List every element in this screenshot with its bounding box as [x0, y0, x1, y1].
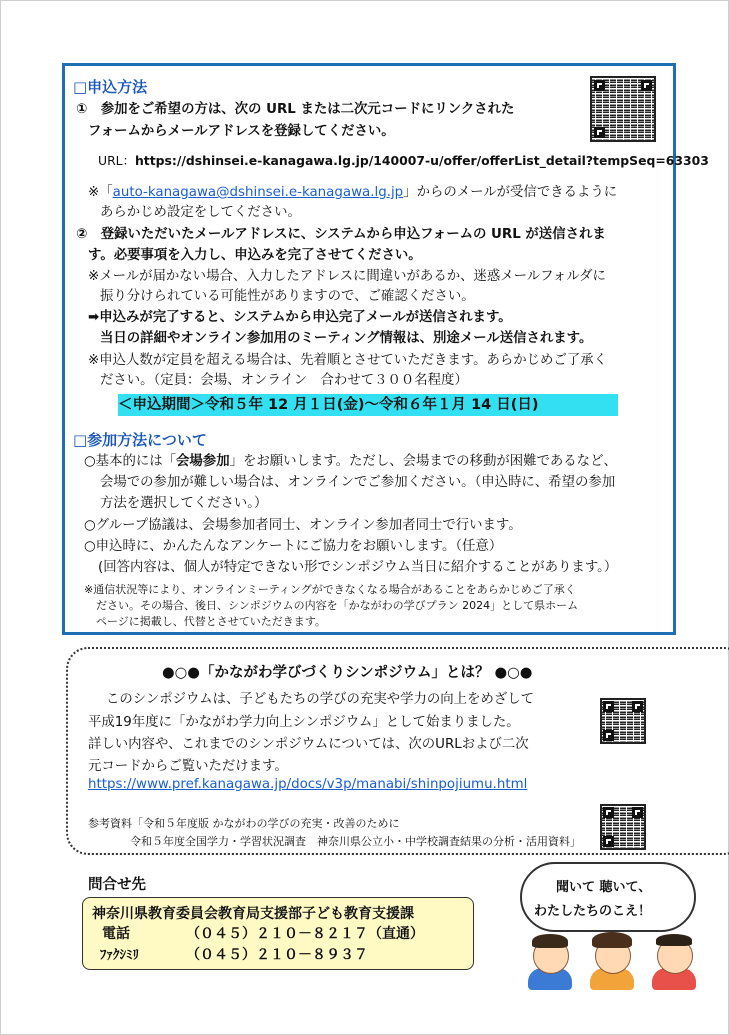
url-label: URL： — [98, 153, 135, 168]
about-title: ●○●「かながわ学びづくりシンポジウム」とは？ ●○● — [162, 665, 533, 681]
item1-suffix: 」をお願いします。ただし、会場までの移動が困難であるなど、 — [229, 454, 617, 469]
step1-line2: フォームからメールアドレスを登録してください。 — [88, 124, 395, 139]
complete-line1: ➡申込みが完了すると、システムから申込完了メールが送信されます。 — [88, 310, 512, 325]
capacity-note-line2: ださい。（定員：会場、オンライン 合わせて３００名程度） — [100, 373, 468, 388]
item1-prefix: ○基本的には「 — [84, 454, 177, 469]
participation-title: □参加方法について — [73, 431, 207, 449]
about-line1: このシンポジウムは、子どもたちの学びの充実や学力の向上をめざして — [106, 692, 535, 707]
step2-line2: す。必要事項を入力し、申込みを完了させてください。 — [88, 248, 422, 263]
fax-number: （０４５）２１０－８９３７ — [186, 947, 368, 963]
speech-line2: わたしたちのこえ！ — [534, 904, 652, 919]
reference-line2: 令和５年度全国学力・学習状況調査 神奈川県公立小・中学校調査結果の分析・活用資料」 — [130, 835, 581, 848]
about-line2: 平成19年度に「かながわ学力向上シンポジウム」として始まりました。 — [88, 715, 520, 730]
step2-line1: ② 登録いただいたメールアドレスに、システムから申込フォームの URL が送信されま — [76, 227, 606, 242]
item1-bold: 会場参加 — [176, 454, 230, 469]
network-note-line1: ※通信状況等により、オンラインミーティングができなくなる場合があることをあらかじめご了承く — [84, 583, 576, 596]
mail-note-line2: 振り分けられている可能性がありますので、ご確認ください。 — [100, 289, 475, 304]
participation-item2: ○グループ協議は、会場参加者同士、オンライン参加者同士で行います。 — [84, 518, 522, 533]
application-url[interactable]: https://dshinsei.e-kanagawa.lg.jp/140007-u/offer/offerList_detail?tempSeq=63303 — [134, 153, 709, 168]
network-note-line2: ださい。その場合、後日、シンポジウムの内容を「かながわの学びプラン 2024」として県ホーム — [96, 599, 579, 612]
application-title: □申込方法 — [73, 78, 148, 96]
contact-heading: 問合せ先 — [88, 877, 146, 893]
tel-label: 電話 — [102, 926, 130, 942]
email-note-line2: あらかじめ設定をしてください。 — [100, 205, 301, 220]
participation-item1-line2: 会場での参加が難しい場合は、オンラインでご参加ください。（申込時に、希望の参加 — [100, 475, 616, 490]
about-url[interactable]: https://www.pref.kanagawa.jp/docs/v3p/manabi/shinpojiumu.html — [88, 777, 528, 792]
about-line3: 詳しい内容や、これまでのシンポジウムについては、次のURLおよび二次 — [88, 737, 529, 752]
mail-note-line1: ※メールが届かない場合、入力したアドレスに間違いがあるか、迷惑メールフォルダに — [88, 269, 606, 284]
participation-item3-note: (回答内容は、個人が特定できない形でシンポジウム当日に紹介することがあります。） — [98, 560, 618, 575]
participation-item1-line3: 方法を選択してください。） — [100, 496, 268, 511]
email-note-line1 — [88, 181, 617, 200]
email-note-prefix: ※「 — [88, 185, 113, 200]
fax-label: ﾌｧｸｼﾐﾘ — [100, 948, 139, 963]
speech-cloud — [520, 862, 696, 932]
tel-number: （０４５）２１０－８２１７（直通） — [186, 926, 424, 942]
complete-line2: 当日の詳細やオンライン参加用のミーティング情報は、別途メール送信されます。 — [100, 331, 593, 346]
contact-org: 神奈川県教育委員会教育局支援部子ども教育支援課 — [92, 906, 414, 922]
reference-qr-code[interactable] — [600, 804, 646, 850]
participation-item3: ○申込時に、かんたんなアンケートにご協力をお願いします。（任意） — [84, 539, 503, 554]
network-note-line3: ページに掲載し、代替とさせていただきます。 — [96, 615, 326, 628]
email-link[interactable]: auto-kanagawa@dshinsei.e-kanagawa.lg.jp — [112, 185, 404, 200]
speech-line1: 聞いて 聴いて、 — [556, 880, 652, 895]
about-qr-code[interactable] — [600, 698, 646, 744]
children-illustration — [520, 932, 710, 992]
about-line4: 元コードからご覧いただけます。 — [88, 759, 288, 774]
application-url-row — [98, 151, 709, 169]
application-qr-code[interactable] — [590, 76, 656, 142]
step1-line1: ① 参加をご希望の方は、次の URL または二次元コードにリンクされた — [76, 102, 515, 117]
email-note-suffix: 」からのメールが受信できるように — [403, 185, 618, 200]
reference-line1: 参考資料「令和５年度版 かながわの学びの充実・改善のために — [88, 817, 400, 830]
participation-item1-line1 — [84, 450, 617, 469]
capacity-note-line1: ※申込人数が定員を超える場合は、先着順とさせていただきます。あらかじめご了承く — [88, 353, 607, 368]
application-period: ＜申込期間＞令和５年 12 月１日(金)～令和６年１月 14 日(日) — [118, 394, 618, 416]
